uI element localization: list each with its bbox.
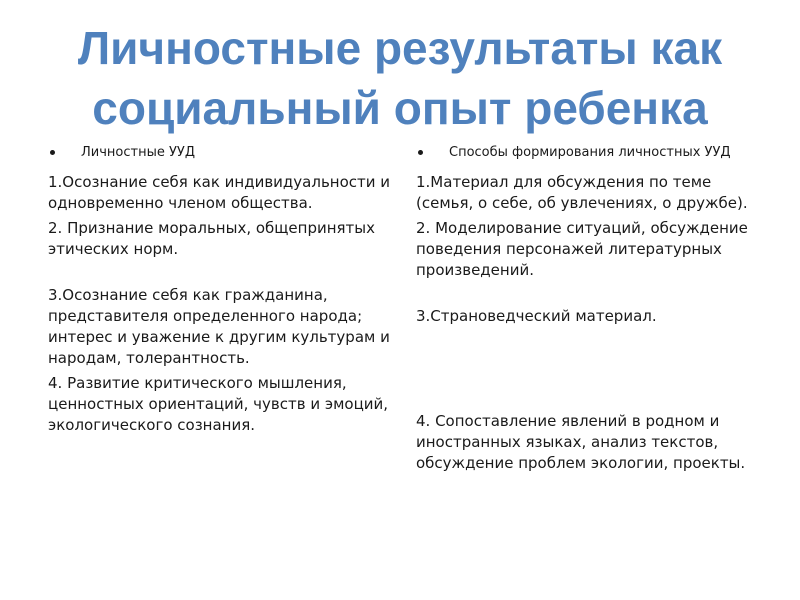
left-column (48, 145, 393, 436)
slide-title (20, 18, 780, 138)
slide-title-line-1: Личностные результаты как (77, 22, 723, 74)
bullet-icon (418, 150, 423, 155)
left-item-2: 2. Признание моральных, общепринятых этических норм. (48, 219, 376, 258)
right-item-3: 3.Страноведческий материал. (416, 307, 657, 325)
right-item-4: 4. Сопоставление явлений в родном и иностранных языках, анализ текстов, обсуждение проблем экологии, проекты. (416, 412, 746, 472)
left-item-3: 3.Осознание себя как гражданина, представителя определенного народа; интерес и уважение к другим культурам и народам, толерантность. (48, 286, 390, 367)
right-item-2: 2. Моделирование ситуаций, обсуждение поведения персонажей литературных произведений. (416, 219, 748, 279)
left-item-1: 1.Осознание себя как индивидуальности и одновременно членом общества. (48, 173, 391, 212)
right-column (416, 145, 764, 474)
left-item-4: 4. Развитие критического мышления, ценностных ориентаций, чувств и эмоций, экологического сознания. (48, 374, 389, 434)
right-column-header (416, 145, 764, 161)
right-item-1: 1.Материал для обсуждения по теме (семья, о себе, об увлечениях, о дружбе). (416, 173, 748, 212)
bullet-icon (50, 150, 55, 155)
left-column-header (48, 145, 393, 161)
right-column-header-text: Способы формирования личностных УУД (449, 145, 731, 160)
left-column-header-text: Личностные УУД (81, 145, 195, 160)
slide-title-line-2: социальный опыт ребенка (92, 82, 708, 134)
